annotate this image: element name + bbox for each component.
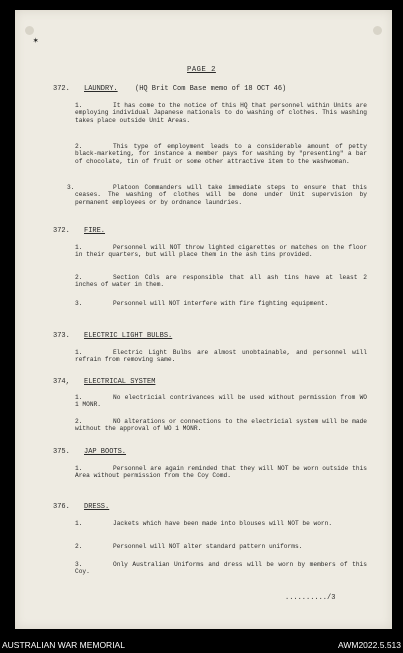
paragraph (75, 143, 367, 165)
section-title: FIRE. (84, 227, 106, 235)
paragraph (75, 300, 367, 307)
page-label: PAGE 2 (187, 66, 216, 74)
section-number: 374, (53, 378, 70, 386)
section-number: 376. (53, 503, 70, 511)
footer-record-id: AWM2022.5.513 (338, 640, 401, 650)
paragraph-number: 1. (75, 102, 83, 109)
paragraph-text: Personnel are again reminded that they will NOT be worn outside this Area without permission from the Coy Comd. (75, 465, 367, 480)
paragraph-number: 2. (75, 543, 83, 550)
paragraph-number: 3. (67, 184, 75, 191)
paragraph (75, 244, 367, 259)
paragraph-number: 1. (75, 244, 83, 251)
paragraph-number: 3. (75, 300, 83, 307)
punch-hole (25, 26, 34, 35)
paragraph (75, 520, 367, 527)
punch-hole (373, 26, 382, 35)
paragraph (75, 349, 367, 364)
paragraph-text: Section Cdls are responsible that all ash tins have at least 2 inches of water in them. (75, 274, 367, 289)
paragraph-number: 2. (75, 143, 83, 150)
paragraph (75, 543, 367, 550)
paragraph-number: 2. (75, 274, 83, 281)
section-title: ELECTRIC LIGHT BULBS. (84, 332, 173, 340)
paragraph (75, 465, 367, 480)
paragraph-number: 1. (75, 520, 83, 527)
section-number: 372. (53, 227, 70, 235)
paragraph-number: 1. (75, 349, 83, 356)
document-page (15, 10, 392, 629)
section-number: 372. (53, 85, 70, 93)
paragraph-text: Personnel will NOT throw lighted cigarettes or matches on the floor in their quarters, but will place them in the ash tins provided. (75, 244, 367, 259)
paragraph-text: Electric Light Bulbs are almost unobtainable, and personnel will refrain from removing same. (75, 349, 367, 364)
paragraph-text: NO alterations or connections to the electricial system will be made without the approval of WO 1 MONR. (75, 418, 367, 433)
paragraph-text: This type of employment leads to a considerable amount of petty black-marketing, for instance a member pays for washing by "presenting" a bar of chocolate, tin of fruit or some other attractive item to the washwoman. (75, 143, 367, 165)
paragraph-text: No electricial contrivances will be used without permission from WO 1 MONR. (75, 394, 367, 409)
paragraph (75, 418, 367, 433)
paragraph-text: It has come to the notice of this HQ that personnel within Units are employing individual Japanese nationals to do washing of clothes. This washing takes place outside Unit Areas. (75, 102, 367, 124)
section-title: ELECTRICAL SYSTEM (84, 378, 156, 386)
paragraph-number: 1. (75, 465, 83, 472)
continuation-marker: ........../3 (285, 594, 336, 602)
footer-archive-name: AUSTRALIAN WAR MEMORIAL (2, 640, 125, 650)
paragraph-text: Personnel will NOT interfere with fire fighting equipment. (113, 300, 329, 308)
paragraph-number: 2. (75, 418, 83, 425)
paragraph-text: Platoon Commanders will take immediate steps to ensure that this ceases. The washing of clothes will be done under Unit supervision by permanent employees or by ordnance laundries. (75, 184, 367, 206)
paragraph-text: Personnel will NOT alter standard pattern uniforms. (113, 543, 303, 551)
archive-footer (0, 638, 403, 653)
section-number: 373. (53, 332, 70, 340)
paragraph (75, 561, 367, 576)
paragraph-number: 3. (75, 561, 83, 568)
section-title: JAP BOOTS. (84, 448, 127, 456)
paragraph-text: Jackets which have been made into blouses will NOT be worn. (113, 520, 333, 528)
paragraph (75, 394, 367, 409)
paragraph-text: Only Australian Uniforms and dress will be worn by members of this Coy. (75, 561, 367, 576)
paragraph (75, 102, 367, 124)
ink-mark: ✶ (33, 36, 39, 46)
section-title: DRESS. (84, 503, 110, 511)
section-title: LAUNDRY. (84, 85, 118, 93)
paragraph (75, 274, 367, 289)
section-number: 375. (53, 448, 70, 456)
paragraph-number: 1. (75, 394, 83, 401)
paragraph (67, 184, 367, 206)
section-title-note: (HQ Brit Com Base memo of 18 OCT 46) (135, 85, 287, 93)
